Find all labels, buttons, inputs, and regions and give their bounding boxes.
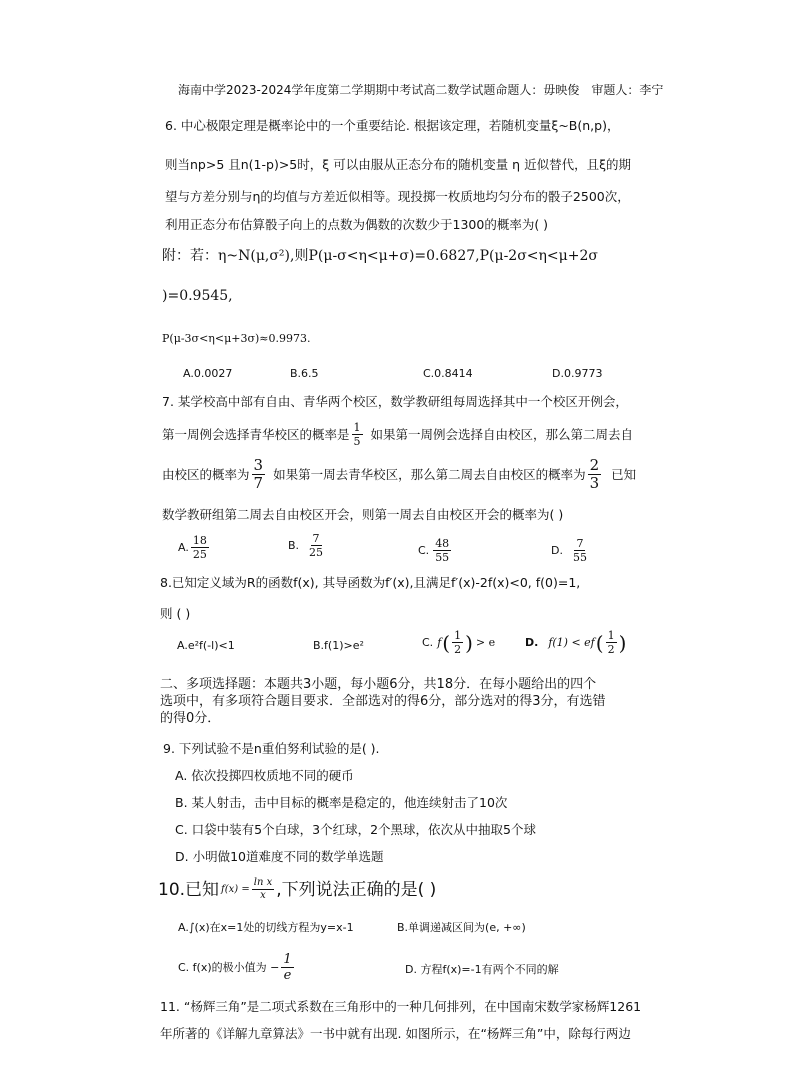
q6-option-a: A.0.0027 bbox=[183, 367, 233, 380]
q8-option-c bbox=[422, 630, 495, 655]
q7-option-c-fraction bbox=[433, 538, 451, 563]
q8-option-d-rparen: ) bbox=[618, 630, 627, 655]
q9-option-b: B. 某人射击，击中目标的概率是稳定的，他连续射击了10次 bbox=[175, 795, 508, 810]
q7-option-d-label: D. bbox=[551, 543, 563, 557]
q7-option-c-den: 55 bbox=[435, 551, 450, 564]
q6-line-2: 则当np>5 且n(1-p)>5时，ξ 可以由服从正态分布的随机变量 η 近似替代，且ξ的期 bbox=[165, 157, 632, 172]
section2-line-3: 的得0分． bbox=[160, 711, 221, 726]
q6-option-d: D.0.9773 bbox=[552, 367, 603, 380]
section2-line-1: 二、多项选择题：本题共3小题，每小题6分，共18分．在每小题给出的四个 bbox=[160, 677, 597, 692]
q9-stem: 9. 下列试验不是n重伯努利试验的是( ). bbox=[163, 741, 380, 756]
q7-line-3-text-b: 如果第一周去青华校区，那么第二周去自由校区的概率为 bbox=[273, 466, 586, 482]
q7-option-c bbox=[418, 538, 453, 563]
q10-post: ,下列说法正确的是( ) bbox=[276, 879, 437, 900]
q8-option-c-label: C. bbox=[422, 635, 434, 649]
q7-fraction-three-sevenths bbox=[252, 458, 266, 491]
q7-option-d bbox=[551, 538, 591, 563]
q10-option-c bbox=[178, 953, 296, 982]
q8-option-c-post: > e bbox=[475, 635, 496, 649]
q7-option-a-den: 25 bbox=[192, 548, 207, 561]
q11-line-2: 年所著的《详解九章算法》一书中就有出现. 如图所示，在“杨辉三角”中，除每行两边 bbox=[160, 1026, 631, 1041]
page-header: 海南中学2023-2024学年度第二学期期中考试高二数学试题命题人：毋映俊 审题人：李宁 bbox=[178, 83, 664, 97]
q7-option-b-den: 25 bbox=[309, 546, 324, 559]
q8-option-d-num: 1 bbox=[607, 629, 615, 642]
q7-f1-denominator: 5 bbox=[353, 435, 361, 448]
q6-line-4: 利用正态分布估算骰子向上的点数为偶数的次数少于1300的概率为( ) bbox=[165, 217, 549, 232]
q7-option-b-fraction bbox=[307, 533, 325, 558]
q11-line-1: 11. “杨辉三角”是二项式系数在三角形中的一种几何排列，在中国南宋数学家杨辉1261 bbox=[160, 999, 642, 1014]
q7-option-b bbox=[288, 533, 327, 558]
q10-option-b: B.单调递减区间为(e, +∞) bbox=[397, 921, 526, 934]
q6-line-3: 望与方差分别与η的均值与方差近似相等。现投掷一枚质地均匀分布的骰子2500次， bbox=[165, 189, 630, 204]
section2-line-2: 选项中，有多项符合题目要求．全部选对的得6分，部分选对的得3分，有选错 bbox=[160, 694, 606, 709]
q7-fraction-two-thirds bbox=[588, 458, 602, 491]
q7-f3-numerator: 2 bbox=[589, 456, 600, 474]
q8-line-2: 则 ( ) bbox=[160, 606, 191, 621]
q8-line-1: 8.已知定义域为R的函数f(x), 其导函数为f′(x),且满足f′(x)-2f(x)<0, f(0)=1, bbox=[160, 575, 581, 590]
q10-den: x bbox=[260, 890, 266, 901]
q8-option-d-pre: f(1) < ef bbox=[548, 635, 595, 649]
q8-option-d-den: 2 bbox=[607, 643, 615, 656]
q7-f2-denominator: 7 bbox=[253, 474, 264, 492]
q6-line-7: P(μ-3σ<η<μ+3σ)≈0.9973. bbox=[162, 332, 311, 345]
q7-f1-numerator: 1 bbox=[353, 421, 361, 434]
q7-fraction-one-fifth bbox=[352, 422, 363, 447]
q7-option-d-den: 55 bbox=[572, 551, 587, 564]
q7-line-4: 数学教研组第二周去自由校区开会，则第一周去自由校区开会的概率为( ) bbox=[162, 507, 564, 522]
q10-option-c-num: 1 bbox=[283, 952, 292, 967]
q6-line-5: 附：若：η~N(μ,σ²),则P(μ-σ<η<μ+σ)=0.6827,P(μ-2σ<η<μ+2σ bbox=[162, 248, 598, 264]
q10-fx: f(x) = bbox=[221, 883, 250, 895]
q7-f2-numerator: 3 bbox=[253, 456, 264, 474]
q10-fraction bbox=[252, 878, 274, 901]
q6-line-1: 6. 中心极限定理是概率论中的一个重要结论. 根据该定理，若随机变量ξ~B(n,p)， bbox=[165, 118, 620, 133]
q10-pre: 10.已知 bbox=[158, 879, 220, 900]
q7-option-b-label: B. bbox=[288, 538, 300, 552]
q6-option-c: C.0.8414 bbox=[423, 367, 473, 380]
q8-option-c-rparen: ) bbox=[465, 630, 473, 655]
q10-option-a: A.∫(x)在x=1处的切线方程为y=x-1 bbox=[178, 921, 354, 934]
q7-option-d-fraction bbox=[571, 538, 589, 563]
q7-option-d-num: 7 bbox=[576, 537, 584, 550]
q10-num: ln x bbox=[253, 877, 273, 888]
q7-f3-denominator: 3 bbox=[589, 474, 600, 492]
q7-option-c-num: 48 bbox=[435, 537, 450, 550]
q7-line-2-text-b: 如果第一周例会选择自由校区，那么第二周去自 bbox=[370, 426, 634, 442]
q10-option-c-fraction bbox=[281, 953, 293, 982]
q7-option-c-label: C. bbox=[418, 543, 430, 557]
q10-stem bbox=[158, 878, 436, 901]
q7-option-a-num: 18 bbox=[192, 534, 207, 547]
q9-option-d: D. 小明做10道难度不同的数学单选题 bbox=[175, 849, 384, 864]
q7-option-b-num: 7 bbox=[312, 532, 320, 545]
q8-option-c-num: 1 bbox=[454, 629, 462, 642]
q9-option-a: A. 依次投掷四枚质地不同的硬币 bbox=[175, 768, 354, 783]
q8-option-a: A.e²f(-l)<1 bbox=[177, 639, 235, 652]
q8-option-d bbox=[525, 630, 626, 655]
q10-option-c-den: e bbox=[283, 968, 292, 983]
q8-option-d-fraction bbox=[606, 630, 617, 655]
q6-line-6: )=0.9545, bbox=[162, 288, 233, 304]
q6-option-b: B.6.5 bbox=[290, 367, 319, 380]
q7-line-1: 7. 某学校高中部有自由、青华两个校区，数学教研组每周选择其中一个校区开例会， bbox=[162, 394, 628, 409]
q7-option-a-label: A. bbox=[178, 540, 189, 554]
q8-option-c-lparen: ( bbox=[442, 630, 451, 655]
q8-option-b: B.f(1)>e² bbox=[313, 639, 364, 652]
q8-option-d-label: D. bbox=[525, 635, 539, 649]
q10-option-d: D. 方程f(x)=-1有两个不同的解 bbox=[405, 963, 559, 976]
q8-option-c-fraction bbox=[452, 630, 463, 655]
q9-option-c: C. 口袋中装有5个白球，3个红球，2个黑球，依次从中抽取5个球 bbox=[175, 822, 536, 837]
q7-line-3-text-a: 由校区的概率为 bbox=[162, 466, 250, 482]
q10-option-c-text: C. f(x)的极小值为 − bbox=[178, 960, 280, 974]
q8-option-d-lparen: ( bbox=[595, 630, 604, 655]
q7-line-2 bbox=[162, 422, 633, 447]
q7-option-a-fraction bbox=[191, 535, 209, 560]
q7-line-3 bbox=[162, 458, 636, 491]
q7-line-3-text-c: 已知 bbox=[611, 466, 637, 482]
q8-option-c-den: 2 bbox=[454, 643, 462, 656]
q7-line-2-text-a: 第一周例会选择青华校区的概率是 bbox=[162, 426, 350, 442]
q7-option-a bbox=[178, 535, 211, 560]
q8-option-c-f: f bbox=[437, 635, 442, 649]
